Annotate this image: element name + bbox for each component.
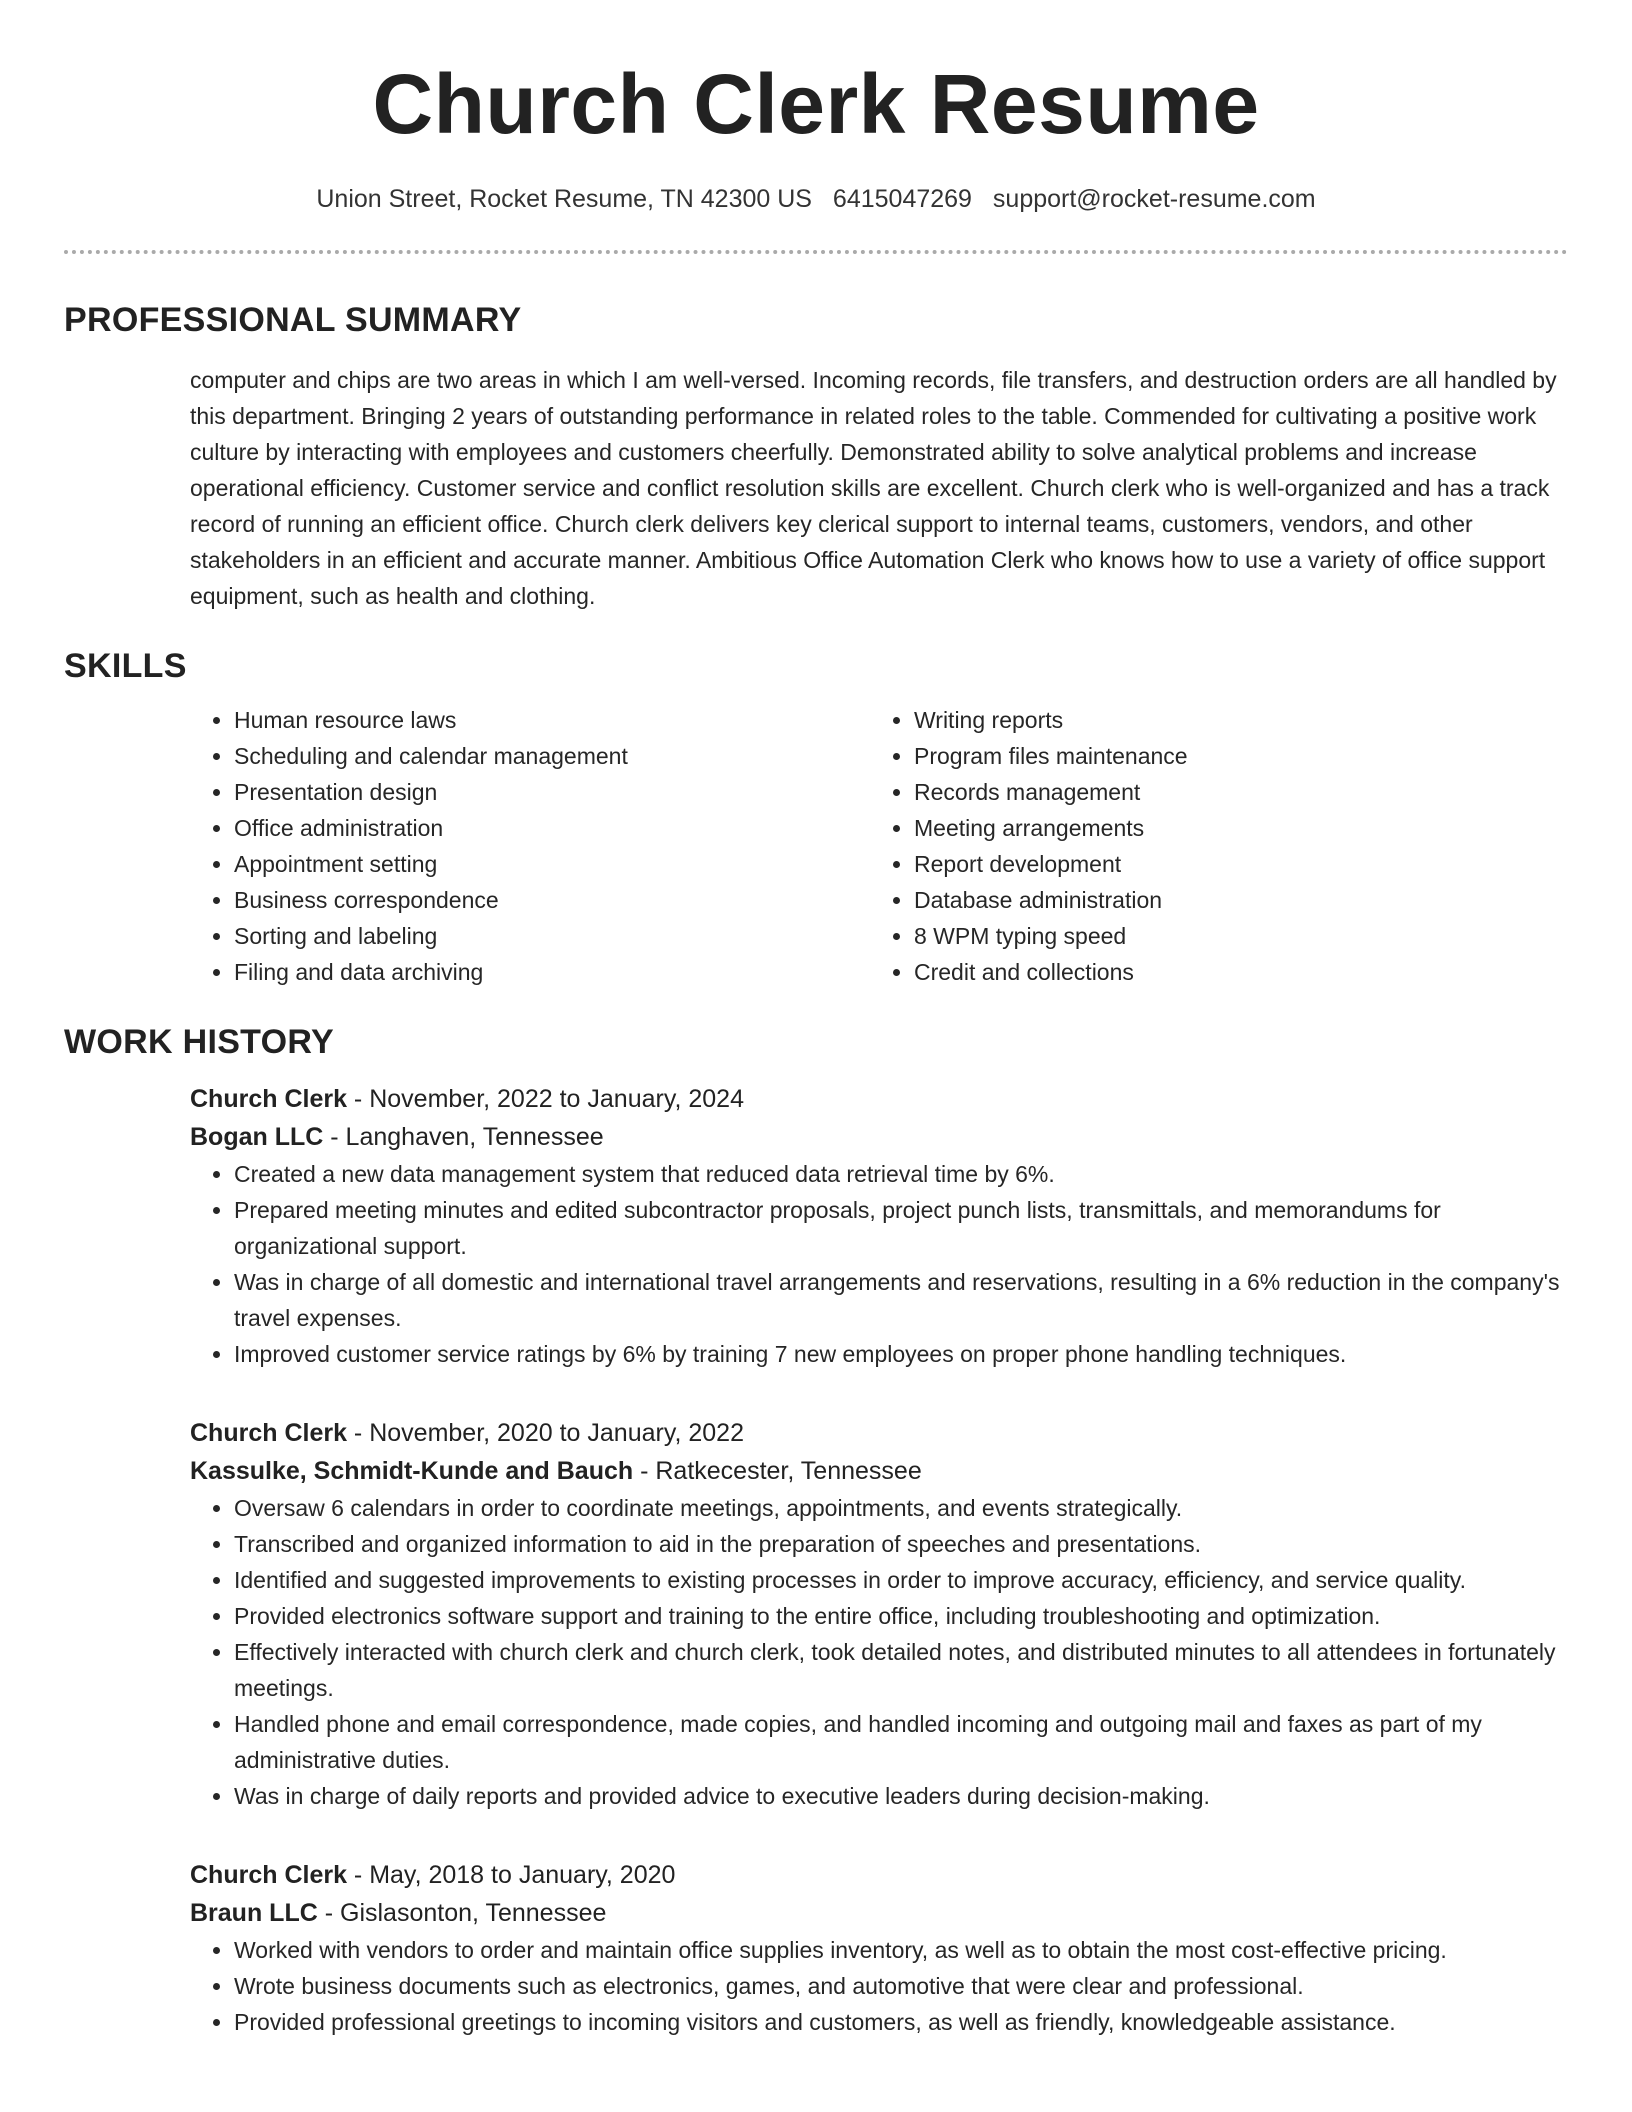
skill-item: • Meeting arrangements [914, 810, 1568, 846]
skill-item: • Program files maintenance [914, 738, 1568, 774]
job-title-line [190, 1080, 1568, 1118]
skill-item: • Business correspondence [234, 882, 870, 918]
contact-address: Union Street, Rocket Resume, TN 42300 US [316, 185, 812, 213]
job-bullets [190, 1156, 1568, 1372]
skills-section [64, 644, 1568, 990]
job-bullet: • Provided professional greetings to incoming visitors and customers, as well as friendly, knowledgeable assistance. [234, 2004, 1568, 2040]
job-company-line [190, 1118, 1568, 1156]
skills-body [190, 702, 1568, 990]
contact-phone: 6415047269 [832, 185, 972, 213]
job-bullet: • Improved customer service ratings by 6% by training 7 new employees on proper phone handling techniques. [234, 1336, 1568, 1372]
job-bullet: • Identified and suggested improvements to existing processes in order to improve accuracy, efficiency, and service quality. [234, 1562, 1568, 1598]
job-bullet: • Wrote business documents such as electronics, games, and automotive that were clear and professional. [234, 1968, 1568, 2004]
contact-email: support@rocket-resume.com [992, 185, 1316, 213]
job-bullet: • Handled phone and email correspondence, made copies, and handled incoming and outgoing mail and faxes as part of my administrative duties. [234, 1706, 1568, 1778]
job-title-line [190, 1414, 1568, 1452]
job-dates: - November, 2020 to January, 2022 [346, 1419, 744, 1447]
job-company: Bogan LLC [190, 1123, 324, 1151]
skill-item: • Presentation design [234, 774, 870, 810]
job-entry [190, 1856, 1568, 2040]
summary-body [190, 362, 1568, 614]
job-bullet: • Transcribed and organized information to aid in the preparation of speeches and presentations. [234, 1526, 1568, 1562]
summary-section [64, 298, 1568, 614]
job-bullet: • Provided electronics software support and training to the entire office, including troubleshooting and optimization. [234, 1598, 1568, 1634]
skill-item: • Writing reports [914, 702, 1568, 738]
skills-heading: SKILLS [64, 647, 187, 685]
skill-item: • Report development [914, 846, 1568, 882]
job-company-line [190, 1452, 1568, 1490]
job-title: Church Clerk [190, 1861, 347, 1889]
job-entry [190, 1414, 1568, 1814]
skills-list-right [870, 702, 1568, 990]
job-title: Church Clerk [190, 1085, 347, 1113]
job-company: Braun LLC [190, 1899, 318, 1927]
summary-heading: PROFESSIONAL SUMMARY [64, 301, 522, 339]
work-section [64, 1020, 1568, 2040]
job-company-line [190, 1894, 1568, 1932]
skill-item: • Sorting and labeling [234, 918, 870, 954]
job-entry [190, 1080, 1568, 1372]
skill-item: • Appointment setting [234, 846, 870, 882]
job-bullets [190, 1490, 1568, 1814]
skill-item: • 8 WPM typing speed [914, 918, 1568, 954]
work-body [190, 1080, 1568, 2040]
job-dates: - May, 2018 to January, 2020 [346, 1861, 676, 1889]
job-title: Church Clerk [190, 1419, 347, 1447]
resume-header [0, 0, 1632, 216]
job-title-line [190, 1856, 1568, 1894]
job-bullet: • Was in charge of all domestic and international travel arrangements and reservations, resulting in a 6% reduction in the company's travel expenses. [234, 1264, 1568, 1336]
job-location: - Langhaven, Tennessee [323, 1123, 604, 1151]
contact-line [0, 182, 1632, 216]
header-divider [64, 250, 1568, 254]
job-location: - Gislasonton, Tennessee [317, 1899, 607, 1927]
job-bullet: • Effectively interacted with church clerk and church clerk, took detailed notes, and distributed minutes to all attendees in fortunately meetings. [234, 1634, 1568, 1706]
skill-item: • Scheduling and calendar management [234, 738, 870, 774]
job-bullets [190, 1932, 1568, 2040]
skills-grid [190, 702, 1568, 990]
job-bullet: • Oversaw 6 calendars in order to coordinate meetings, appointments, and events strategically. [234, 1490, 1568, 1526]
skill-item: • Credit and collections [914, 954, 1568, 990]
job-location: - Ratkecester, Tennessee [633, 1457, 922, 1485]
skill-item: • Database administration [914, 882, 1568, 918]
job-bullet: • Was in charge of daily reports and provided advice to executive leaders during decision-making. [234, 1778, 1568, 1814]
job-bullet: • Prepared meeting minutes and edited subcontractor proposals, project punch lists, transmittals, and memorandums for organizational support. [234, 1192, 1568, 1264]
job-bullet: • Created a new data management system that reduced data retrieval time by 6%. [234, 1156, 1568, 1192]
skill-item: • Filing and data archiving [234, 954, 870, 990]
skills-list-left [190, 702, 870, 990]
job-bullet: • Worked with vendors to order and maintain office supplies inventory, as well as to obtain the most cost-effective pricing. [234, 1932, 1568, 1968]
resume-title: Church Clerk Resume [372, 57, 1260, 151]
skill-item: • Human resource laws [234, 702, 870, 738]
work-heading: WORK HISTORY [64, 1023, 334, 1061]
skill-item: • Records management [914, 774, 1568, 810]
summary-text: computer and chips are two areas in which I am well-versed. Incoming records, file transfers, and destruction orders are all handled by this department. Bringing 2 years of outstanding performance in related roles to the table. Commended for cultivating a positive work culture by interacting with employees and customers cheerfully. Demonstrated ability to solve analytical problems and increase operational efficiency. Customer service and conflict resolution skills are excellent. Church clerk who is well-organized and has a track record of running an efficient office. Church clerk delivers key clerical support to internal teams, customers, vendors, and other stakeholders in an efficient and accurate manner. Ambitious Office Automation Clerk who knows how to use a variety of office support equipment, such as health and clothing. [190, 367, 1557, 609]
job-company: Kassulke, Schmidt-Kunde and Bauch [190, 1457, 634, 1485]
skill-item: • Office administration [234, 810, 870, 846]
job-dates: - November, 2022 to January, 2024 [346, 1085, 744, 1113]
